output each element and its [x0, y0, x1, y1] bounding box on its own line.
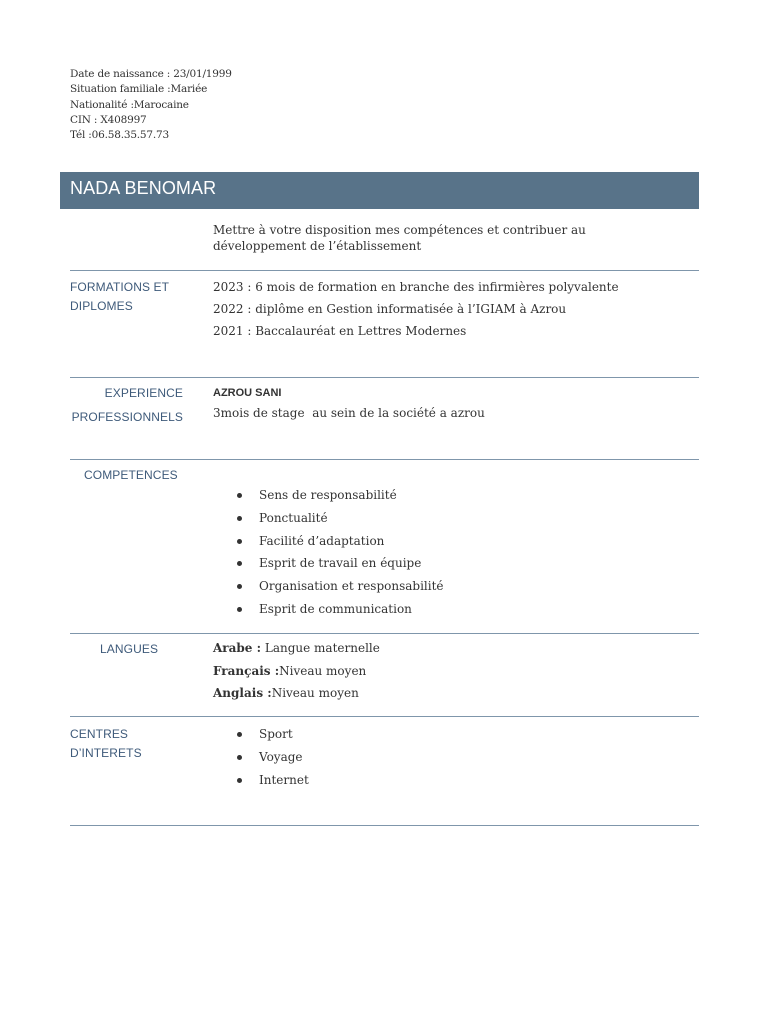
bullet-icon: [237, 778, 242, 783]
company-name: AZROU SANI: [213, 387, 282, 399]
bullet-icon: [237, 584, 242, 589]
experience-label-1: EXPERIENCE: [104, 386, 183, 400]
list-item: Esprit de communication: [236, 601, 444, 624]
bullet-icon: [237, 755, 242, 760]
list-item: Facilité d’adaptation: [236, 533, 444, 556]
competences-label: COMPETENCES: [84, 468, 178, 482]
list-item: Esprit de travail en équipe: [236, 555, 444, 578]
objective-line-2: développement de l’établissement: [213, 239, 422, 253]
formation-item: 2023 : 6 mois de formation en branche des infirmières polyvalente: [213, 280, 619, 294]
id-number: CIN : X408997: [70, 113, 147, 126]
birth-date: Date de naissance : 23/01/1999: [70, 68, 232, 80]
experience-description: 3mois de stage au sein de la société a azrou: [213, 406, 485, 420]
formation-item: 2022 : diplôme en Gestion informatisée à l’IGIAM à Azrou: [213, 302, 567, 316]
phone: Tél :06.58.35.57.73: [70, 129, 169, 142]
language-row: Français :Niveau moyen: [213, 664, 367, 678]
bullet-icon: [237, 561, 242, 566]
section-divider: [70, 377, 699, 378]
full-name: NADA BENOMAR: [70, 178, 217, 198]
bullet-icon: [237, 732, 242, 737]
interets-list: [236, 726, 309, 794]
bullet-icon: [237, 516, 242, 521]
section-divider: [70, 270, 699, 271]
list-item: Sens de responsabilité: [236, 487, 444, 510]
nationality: Nationalité :Marocaine: [70, 98, 189, 111]
bullet-icon: [237, 493, 242, 498]
objective-line-1: Mettre à votre disposition mes compétences et contribuer au: [213, 223, 586, 237]
section-divider: [70, 716, 699, 717]
section-divider: [70, 459, 699, 460]
section-divider: [70, 825, 699, 826]
bullet-icon: [237, 607, 242, 612]
personal-info: [70, 67, 232, 143]
competences-list: [236, 487, 444, 624]
marital-status: Situation familiale :Mariée: [70, 83, 208, 96]
list-item: Ponctualité: [236, 510, 444, 533]
name-banner: [60, 172, 699, 209]
langues-label: LANGUES: [100, 642, 159, 656]
formations-label: FORMATIONS ET DIPLOMES: [70, 280, 170, 313]
language-row: Anglais :Niveau moyen: [213, 686, 359, 700]
bullet-icon: [237, 539, 242, 544]
list-item: Voyage: [236, 749, 309, 772]
interets-label: CENTRES D’INTERETS: [70, 727, 142, 760]
list-item: Organisation et responsabilité: [236, 578, 444, 601]
formation-item: 2021 : Baccalauréat en Lettres Modernes: [213, 324, 467, 338]
list-item: Sport: [236, 726, 309, 749]
list-item: Internet: [236, 772, 309, 795]
section-divider: [70, 633, 699, 634]
experience-label-2: PROFESSIONNELS: [71, 410, 183, 424]
language-row: Arabe : Langue maternelle: [213, 641, 380, 655]
